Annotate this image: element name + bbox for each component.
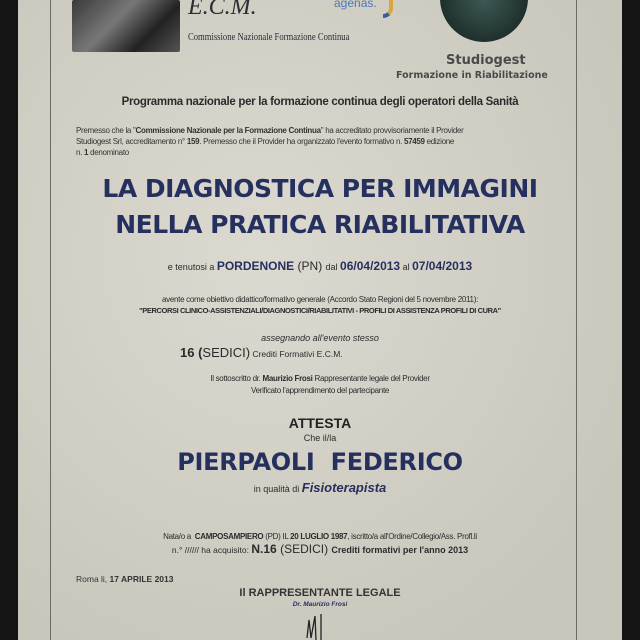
event-number: 57459 [403,137,425,146]
text: Roma li, [76,574,110,584]
text: Rappresentante legale del Provider [312,374,430,383]
ecm-logo-subtitle: Commissione Nazionale Formazione Continua [188,32,350,43]
text: Premesso che la " [76,126,136,135]
birth-place: CAMPOSAMPIERO [194,532,264,541]
che-il-la: Che il/la [303,433,337,443]
verified-line: Verificato l'apprendimento del partecipante [250,386,390,395]
text: edizione [424,137,455,146]
signature [305,610,335,640]
text: dal [325,262,341,272]
credits-number: 16 ( [180,345,203,360]
text: Crediti formativi per l'anno 2013 [331,545,469,555]
ecm-logo-title: E.C.M. [188,0,257,20]
text: (PD) IL [263,532,291,541]
text: in qualità di [253,484,302,494]
provider-tagline: Formazione in Riabilitazione [396,70,548,81]
text: Nata/o a [163,532,195,541]
agenas-logo: agenas. [334,0,377,10]
acquired-credits-words: (SEDICI) [276,542,332,556]
date-from: 06/04/2013 [340,259,401,273]
birth-line [0,520,640,542]
text: e tenutosi a [167,262,217,272]
premise-text [76,125,566,158]
acquired-credits: N.16 [251,542,277,556]
participant-name: PIERPAOLI FEDERICO [177,448,463,476]
birth-date: 20 LUGLIO 1987 [290,532,348,541]
text: Il sottoscritto dr. [210,374,263,383]
issue-date: 17 APRILE 2013 [109,574,174,584]
event-title-line-1: LA DIAGNOSTICA PER IMMAGINI [102,174,538,203]
text: n. [76,148,84,157]
text: denominato [88,148,129,157]
attesta-heading: ATTESTA [288,415,352,431]
place-date [76,574,174,584]
credits-line [180,345,343,360]
legal-rep-title: Il RAPPRESENTANTE LEGALE [239,587,401,599]
accreditation-number: 159 [186,137,200,146]
credits-words: SEDICI) [202,345,251,360]
objective-intro: avente come obiettivo didattico/formativo generale (Accordo Stato Regioni del 5 novembre 2011): [162,295,478,304]
text: . Premesso che il Provider ha organizzato l'evento formativo n. [199,137,404,146]
provider-name: Studiogest [446,53,526,68]
venue-line [0,259,640,273]
edition-number: 1 [84,148,89,157]
acquired-line [0,542,640,556]
venue-city: PORDENONE [216,259,295,273]
text: Studiogest Srl, accreditamento n° [76,137,187,146]
commission-name: Commissione Nazionale per la Formazione Continua [135,126,321,135]
signatory-name: Maurizio Frosi [262,374,313,383]
role-line [0,480,640,495]
signatory-line [0,373,640,384]
text: , iscritto/a all'Ordine/Collegio/Ass. Profl.li [347,532,477,541]
date-to: 07/04/2013 [412,259,473,273]
text: n.° ////// ha acquisito: [171,545,252,555]
program-heading: Programma nazionale per la formazione continua degli operatori della Sanità [121,96,519,108]
objective: "PERCORSI CLINICO-ASSISTENZIALI/DIAGNOSTICI/RIABILITATIVI - PROFILI DI ASSISTENZA PROFILI DI CURA" [139,306,501,315]
legal-rep-name: Dr. Maurizio Frosi [292,601,348,608]
assigning-text: assegnando all'evento stesso [261,333,379,343]
text: " ha accreditato provvisoriamente il Provider [320,126,464,135]
venue-province: (PN) [294,259,326,273]
text: al [400,262,413,272]
participant-role: Fisioterapista [301,480,387,495]
credits-label: Crediti Formativi E.C.M. [250,349,343,359]
event-title-line-2: NELLA PRATICA RIABILITATIVA [115,210,525,239]
ecm-logo-image [72,0,180,52]
